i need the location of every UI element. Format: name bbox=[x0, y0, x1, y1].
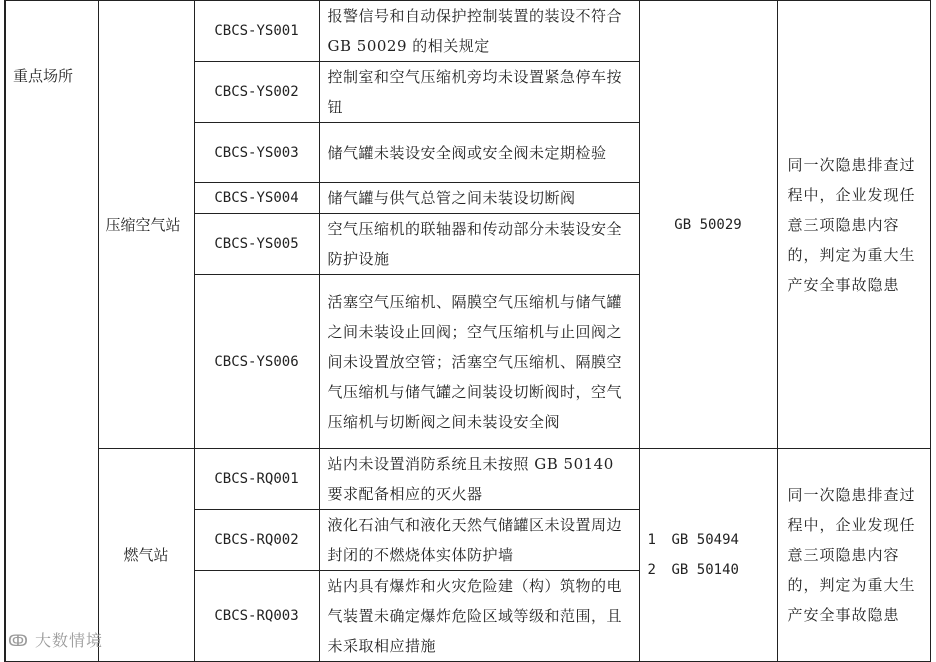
hazard-code: CBCS-RQ001 bbox=[194, 449, 319, 510]
judgement-cell: 同一次隐患排查过程中，企业发现任意三项隐患内容的，判定为重大生产安全事故隐患 bbox=[777, 449, 930, 662]
standard-cell: GB 50029 bbox=[639, 1, 777, 449]
group-name-compressed-air: 压缩空气站 bbox=[98, 1, 194, 449]
hazard-code: CBCS-RQ002 bbox=[194, 510, 319, 571]
hazard-description: 活塞空气压缩机、隔膜空气压缩机与储气罐之间未装设止回阀；空气压缩机与止回阀之间未设置放空管；活塞空气压缩机、隔膜空气压缩机与储气罐之间装设切断阀时，空气压缩机与切断阀之间未装设安全阀 bbox=[319, 275, 639, 449]
hazard-description: 储气罐未装设安全阀或安全阀未定期检验 bbox=[319, 123, 639, 183]
standards-cell bbox=[639, 449, 777, 662]
judgement-cell: 同一次隐患排查过程中，企业发现任意三项隐患内容的，判定为重大生产安全事故隐患 bbox=[777, 1, 930, 449]
hazard-code: CBCS-YS005 bbox=[194, 214, 319, 275]
group-name-gas-station: 燃气站 bbox=[98, 449, 194, 662]
hazard-code: CBCS-YS003 bbox=[194, 123, 319, 183]
hazard-code: CBCS-RQ003 bbox=[194, 571, 319, 662]
table-row bbox=[5, 1, 930, 62]
hazard-description: 站内未设置消防系统且未按照 GB 50140 要求配备相应的灭火器 bbox=[319, 449, 639, 510]
watermark-icon: ↂ bbox=[8, 631, 29, 650]
table-row bbox=[5, 449, 930, 510]
hazard-description: 储气罐与供气总管之间未装设切断阀 bbox=[319, 183, 639, 214]
hazard-table bbox=[4, 0, 931, 662]
hazard-description: 站内具有爆炸和火灾危险建（构）筑物的电气装置未确定爆炸危险区域等级和范围，且未采取相应措施 bbox=[319, 571, 639, 662]
hazard-code: CBCS-YS006 bbox=[194, 275, 319, 449]
hazard-description: 报警信号和自动保护控制装置的装设不符合 GB 50029 的相关规定 bbox=[319, 1, 639, 62]
category-cell: 重点场所 bbox=[5, 1, 98, 662]
hazard-code: CBCS-YS004 bbox=[194, 183, 319, 214]
hazard-description: 控制室和空气压缩机旁均未设置紧急停车按钮 bbox=[319, 62, 639, 123]
standard-item: 1 GB 50494 bbox=[647, 532, 739, 548]
hazard-code: CBCS-YS002 bbox=[194, 62, 319, 123]
standard-item: 2 GB 50140 bbox=[647, 562, 739, 578]
hazard-description: 空气压缩机的联轴器和传动部分未装设安全防护设施 bbox=[319, 214, 639, 275]
watermark-logo: ↂ 大数情境 bbox=[8, 631, 104, 650]
hazard-code: CBCS-YS001 bbox=[194, 1, 319, 62]
hazard-description: 液化石油气和液化天然气储罐区未设置周边封闭的不燃烧体实体防护墙 bbox=[319, 510, 639, 571]
